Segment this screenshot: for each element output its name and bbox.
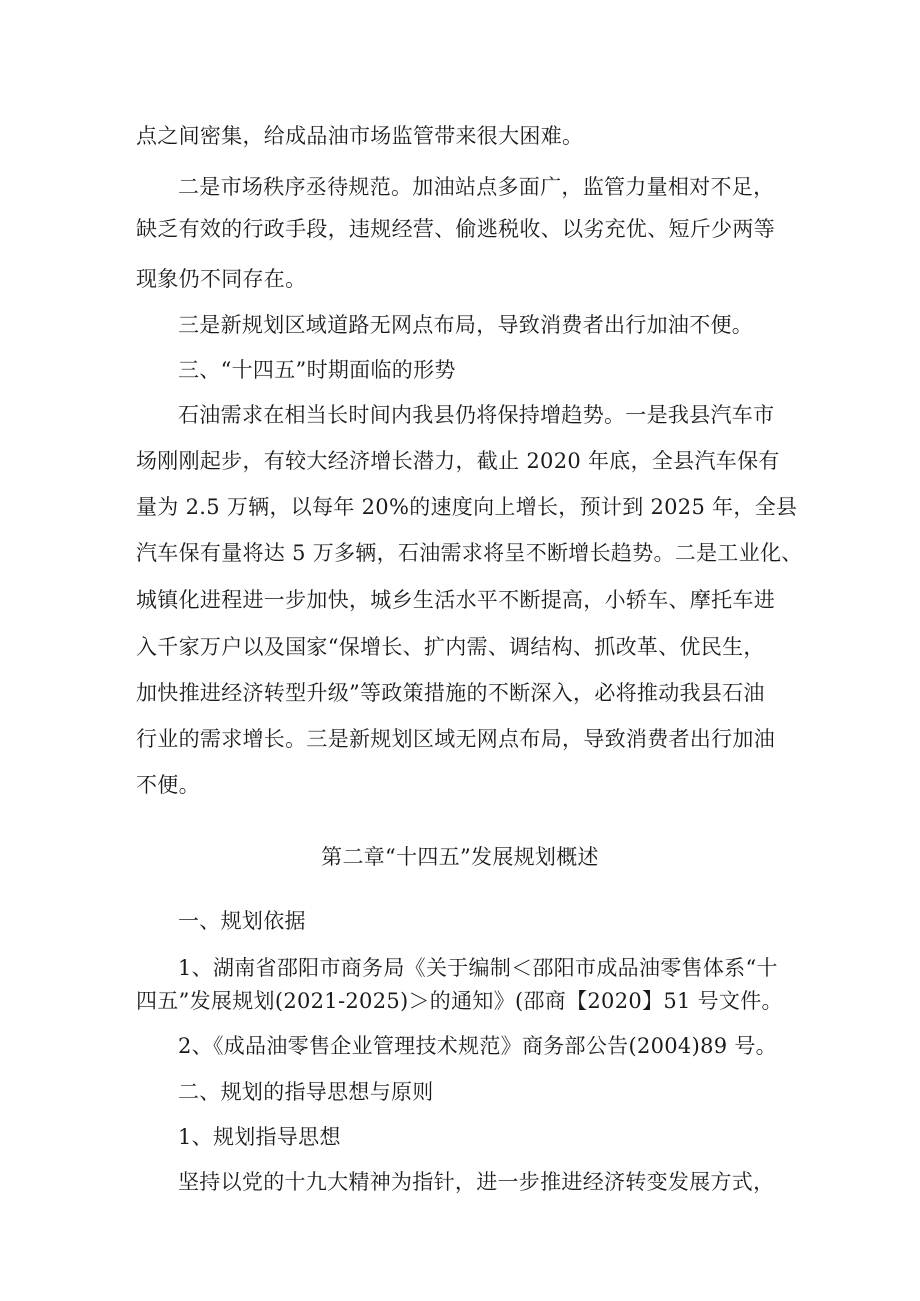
paragraph-line: 二是市场秩序丞待规范。加油站点多面广，监管力量相对不足，: [178, 175, 775, 199]
paragraph-line: 四五”发展规划(2021-2025)＞的通知》(邵商【2020】51 号文件。: [136, 989, 783, 1013]
paragraph-line: 加快推进经济转型升级”等政策措施的不断深入，必将推动我县石油: [136, 681, 765, 705]
paragraph-line: 行业的需求增长。三是新规划区域无网点布局，导致消费者出行加油: [136, 727, 775, 751]
section-heading: 三、“十四五”时期面临的形势: [178, 358, 456, 382]
paragraph-line: 不便。: [136, 773, 200, 797]
paragraph-line: 量为 2.5 万辆，以每年 20%的速度向上增长，预计到 2025 年，全县: [136, 495, 798, 519]
paragraph-line: 坚持以党的十九大精神为指针，进一步推进经济转变发展方式，: [178, 1170, 775, 1194]
paragraph-line: 1、湖南省邵阳市商务局《关于编制＜邵阳市成品油零售体系“十: [178, 956, 778, 980]
subsection-heading: 1、规划指导思想: [178, 1125, 341, 1149]
paragraph-line: 点之间密集，给成品油市场监管带来很大困难。: [136, 124, 584, 148]
paragraph-line: 石油需求在相当长时间内我县仍将保持增趋势。一是我县汽车市: [178, 403, 775, 427]
section-heading: 二、规划的指导思想与原则: [178, 1080, 434, 1104]
paragraph-line: 城镇化进程进一步加快，城乡生活水平不断提高，小轿车、摩托车进: [136, 588, 775, 612]
paragraph-line: 三是新规划区域道路无网点布局，导致消费者出行加油不便。: [178, 313, 754, 337]
paragraph-line: 汽车保有量将达 5 万多辆，石油需求将呈不断增长趋势。二是工业化、: [136, 541, 803, 565]
paragraph-line: 入千家万户以及国家“保增长、扩内需、调结构、抓改革、优民生，: [136, 635, 765, 659]
chapter-title: 第二章“十四五”发展规划概述: [321, 845, 599, 869]
paragraph-line: 2、《成品油零售企业管理技术规范》商务部公告(2004)89 号。: [178, 1034, 777, 1058]
section-heading: 一、规划依据: [178, 909, 306, 933]
paragraph-line: 场刚刚起步，有较大经济增长潜力，截止 2020 年底，全县汽车保有: [136, 449, 780, 473]
paragraph-line: 现象仍不同存在。: [136, 267, 307, 291]
paragraph-line: 缺乏有效的行政手段，违规经营、偷逃税收、以劣充优、短斤少两等: [136, 217, 775, 241]
